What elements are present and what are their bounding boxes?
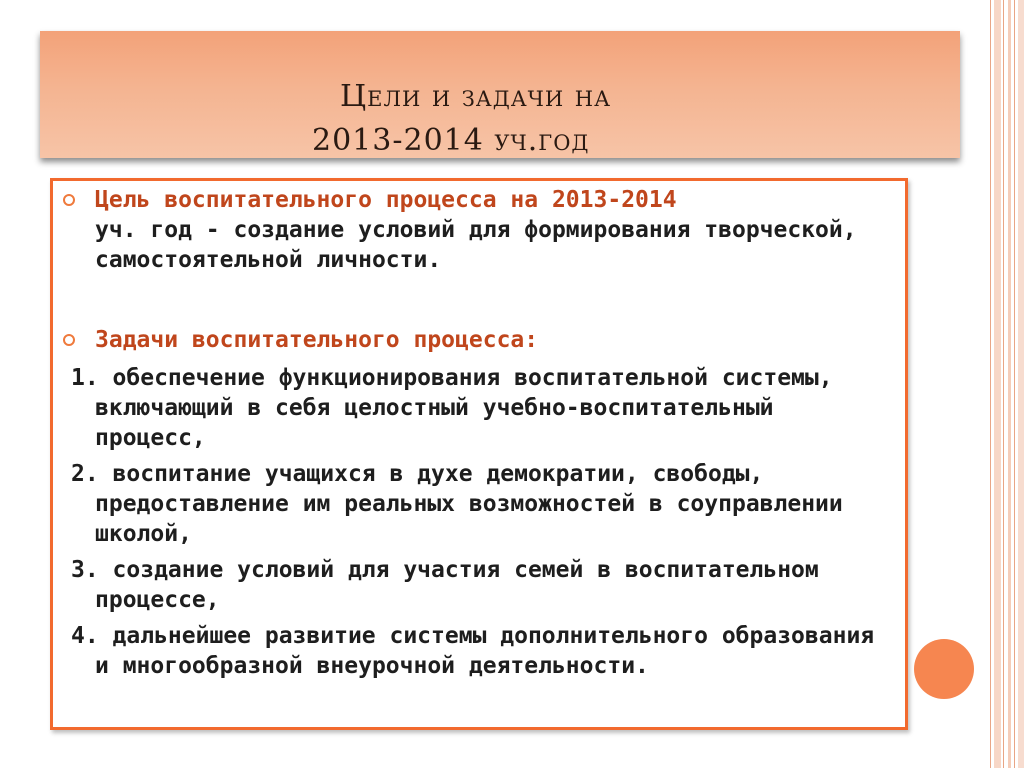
decorative-stripe [990,0,991,768]
decorative-circle [914,639,974,699]
goal-label: Цель воспитательного процесса на 2013-2014 [95,187,677,213]
decorative-stripe [1003,0,1004,768]
goal-description: уч. год - создание условий для формирования творческой, самостоятельной личности. [95,217,857,273]
decorative-stripe [1008,0,1011,768]
decorative-stripe [1018,0,1024,768]
title-line-2: 2013-2014 уч.год [312,123,590,158]
content-box [50,178,908,730]
bullet-circle-icon [63,334,75,346]
list-item: 4. дальнейшее развитие системы дополнительного образования и многообразной внеурочной деятельности. [71,623,875,679]
title-line-1: Цели и задачи на [340,79,611,114]
tasks-list [71,363,891,687]
list-item: 3. создание условий для участия семей в воспитательном процессе, [71,557,819,613]
decorative-stripe [994,0,1001,768]
decorative-stripe [1014,0,1015,768]
tasks-heading: Задачи воспитательного процесса: [95,327,539,353]
list-item: 2. воспитание учащихся в духе демократии, свободы, предоставление им реальных возможностей в соуправлении школой, [71,461,843,547]
bullet-circle-icon [63,194,75,206]
title-banner [40,31,960,158]
slide-title [40,75,960,163]
list-item: 1. обеспечение функционирования воспитательной системы, включающий в себя целостный учебно-воспитательный процесс, [71,365,833,451]
goal-text [95,185,895,275]
